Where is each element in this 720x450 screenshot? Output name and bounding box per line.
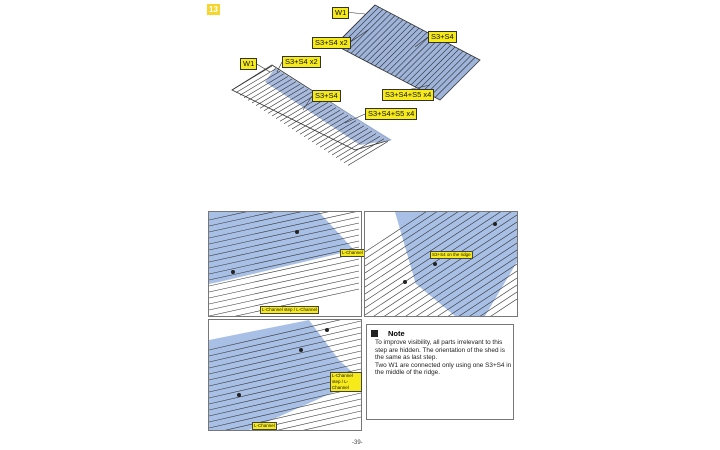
detail-label-l-channel-1: L-Channel xyxy=(342,250,363,255)
step-number-badge: 13 xyxy=(207,4,220,15)
note-square-icon xyxy=(371,330,378,337)
roof-illustration xyxy=(0,0,720,200)
label-s3s4-top: S3+S4 xyxy=(428,31,457,43)
note-text: To improve visibility, all parts irrelevant to this step are hidden. The orientation of the shed is the same as last step. Two W1 are connected only using one S3+S4 in the middle of the ridge. xyxy=(375,339,512,377)
label-w1-top: W1 xyxy=(332,7,349,19)
note-box xyxy=(366,324,514,420)
detail-label-ridge: S3+S4 on the ridge xyxy=(432,252,471,257)
label-s3s4x2-left: S3+S4 x2 xyxy=(282,56,321,68)
detail-label-l-channel-step-1: L-Channel step / L-Channel xyxy=(262,307,318,312)
roof-panel-right xyxy=(335,5,480,100)
label-s3s4-mid: S3+S4 xyxy=(312,90,341,102)
page-number: -39- xyxy=(352,440,363,446)
detail-label-l-channel-step-3: L-Channel step / L-Channel xyxy=(330,372,362,392)
note-title: Note xyxy=(388,329,405,338)
label-w1-left: W1 xyxy=(240,58,257,70)
detail-label-l-channel-3: L-Channel xyxy=(254,423,275,428)
note-heading xyxy=(371,329,405,338)
label-s3s4s5x4-bottom: S3+S4+S5 x4 xyxy=(365,108,417,120)
detail-panel-2 xyxy=(364,211,518,317)
label-s3s4x2-top: S3+S4 x2 xyxy=(312,37,351,49)
detail-panel-1 xyxy=(208,211,362,317)
label-s3s4s5x4-top: S3+S4+S5 x4 xyxy=(382,89,434,101)
